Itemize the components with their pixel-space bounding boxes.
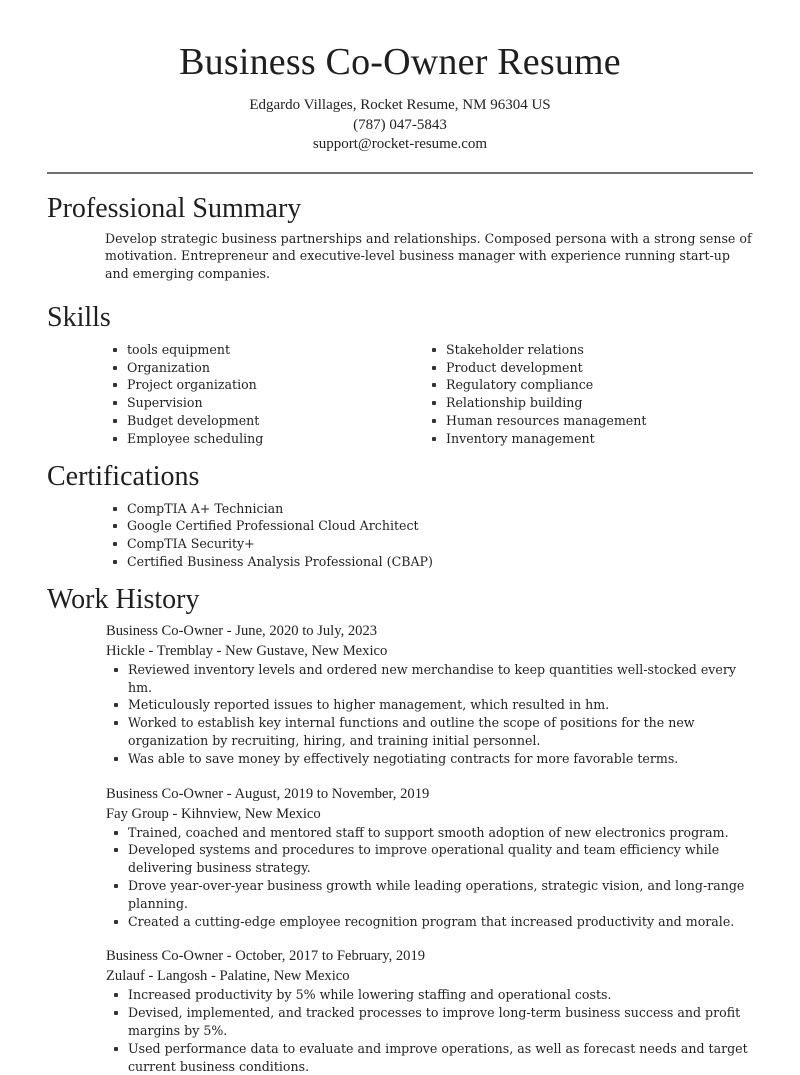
certification-item: CompTIA Security+ bbox=[127, 535, 753, 553]
job-bullet: Worked to establish key internal functions and outline the scope of positions for the new organization by recruiting, hiring, and training initial personnel. bbox=[128, 714, 753, 750]
header-divider bbox=[47, 172, 753, 174]
certifications-list bbox=[105, 500, 753, 571]
job-bullet: Created a cutting-edge employee recognition program that increased productivity and morale. bbox=[128, 913, 753, 931]
job-title-dates: Business Co-Owner - October, 2017 to February, 2019 bbox=[106, 948, 426, 965]
skills-list-right bbox=[424, 341, 743, 448]
job-entry bbox=[47, 946, 753, 1075]
job-company-location: Zulauf - Langosh - Palatine, New Mexico bbox=[106, 968, 350, 985]
job-bullet: Reviewed inventory levels and ordered new merchandise to keep quantities well-stocked every hm. bbox=[128, 661, 753, 697]
job-bullet: Developed systems and procedures to improve operational quality and team efficiency while delivering business strategy. bbox=[128, 841, 753, 877]
job-entry bbox=[47, 784, 753, 931]
skill-item: Product development bbox=[446, 359, 743, 377]
work-history-heading: Work History bbox=[47, 583, 200, 615]
skill-item: Employee scheduling bbox=[127, 430, 424, 448]
skill-item: Organization bbox=[127, 359, 424, 377]
job-bullet: Drove year-over-year business growth while leading operations, strategic vision, and long-range planning. bbox=[128, 877, 753, 913]
job-bullets bbox=[106, 824, 753, 931]
skills-heading: Skills bbox=[47, 301, 111, 333]
job-company-location: Hickle - Tremblay - New Gustave, New Mexico bbox=[106, 642, 388, 659]
contact-email: support@rocket-resume.com bbox=[312, 136, 488, 152]
skill-item: Human resources management bbox=[446, 412, 743, 430]
summary-text: Develop strategic business partnerships and relationships. Composed persona with a strong sense of motivation. Entrepreneur and executive-level business manager with experience running start-up and emerging companies. bbox=[105, 230, 752, 282]
job-entry bbox=[47, 621, 753, 768]
certifications-list-wrapper bbox=[47, 500, 753, 571]
contact-info bbox=[47, 96, 753, 155]
job-bullet: Used performance data to evaluate and improve operations, as well as forecast needs and target current business conditions. bbox=[128, 1040, 753, 1075]
skills-grid bbox=[47, 341, 753, 448]
skill-item: tools equipment bbox=[127, 341, 424, 359]
skills-column-right bbox=[424, 341, 743, 448]
skill-item: Budget development bbox=[127, 412, 424, 430]
job-title-dates: Business Co-Owner - June, 2020 to July, 2023 bbox=[106, 622, 378, 639]
job-bullet: Meticulously reported issues to higher management, which resulted in hm. bbox=[128, 696, 753, 714]
job-bullet: Devised, implemented, and tracked processes to improve long-term business success and profit margins by 5%. bbox=[128, 1004, 753, 1040]
contact-phone: (787) 047-5843 bbox=[353, 116, 447, 133]
skills-list-left bbox=[105, 341, 424, 448]
job-bullet: Was able to save money by effectively negotiating contracts for more favorable terms. bbox=[128, 750, 753, 768]
job-company-location: Fay Group - Kihnview, New Mexico bbox=[106, 805, 321, 822]
resume-title: Business Co-Owner Resume bbox=[179, 41, 621, 83]
certification-item: Certified Business Analysis Professional (CBAP) bbox=[127, 553, 753, 571]
contact-address: Edgardo Villages, Rocket Resume, NM 96304 US bbox=[249, 97, 551, 113]
skill-item: Project organization bbox=[127, 376, 424, 394]
job-bullets bbox=[106, 986, 753, 1075]
skill-item: Regulatory compliance bbox=[446, 376, 743, 394]
skill-item: Relationship building bbox=[446, 394, 743, 412]
certification-item: CompTIA A+ Technician bbox=[127, 500, 753, 518]
job-bullet: Increased productivity by 5% while lowering staffing and operational costs. bbox=[128, 986, 753, 1004]
summary-heading: Professional Summary bbox=[47, 192, 302, 224]
skill-item: Inventory management bbox=[446, 430, 743, 448]
skills-column-left bbox=[105, 341, 424, 448]
skill-item: Supervision bbox=[127, 394, 424, 412]
job-bullet: Trained, coached and mentored staff to support smooth adoption of new electronics program. bbox=[128, 824, 753, 842]
job-bullets bbox=[106, 661, 753, 768]
resume-header bbox=[47, 0, 753, 155]
certification-item: Google Certified Professional Cloud Architect bbox=[127, 517, 753, 535]
job-title-dates: Business Co-Owner - August, 2019 to November, 2019 bbox=[106, 785, 430, 802]
certifications-heading: Certifications bbox=[47, 460, 200, 492]
skill-item: Stakeholder relations bbox=[446, 341, 743, 359]
